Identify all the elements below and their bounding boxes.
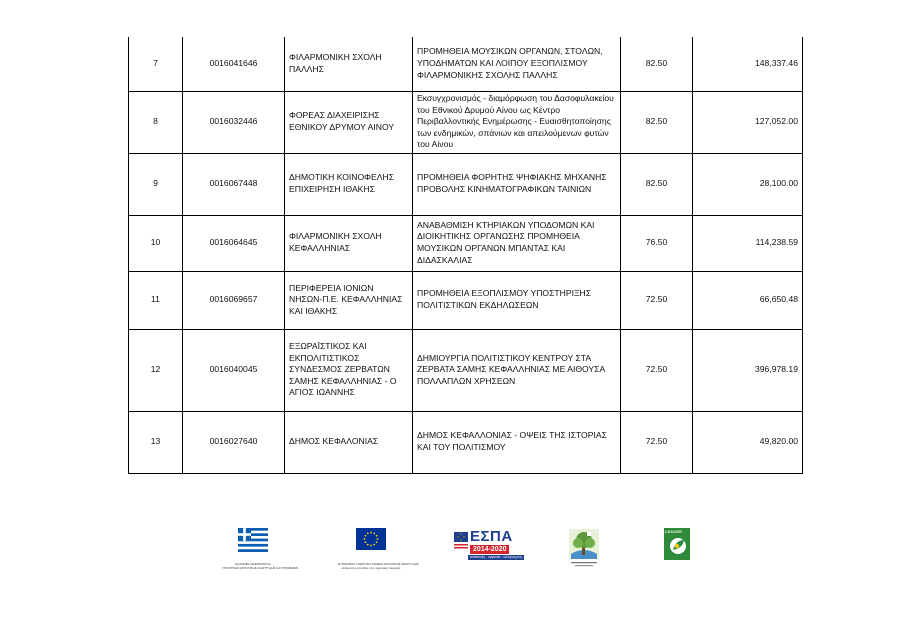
eu-caption-1: ΕΥΡΩΠΑΪΚΟ ΓΕΩΡΓΙΚΟ ΤΑΜΕΙΟ ΑΓΡΟΤΙΚΗΣ ΑΝΑΠΤΥΞΗΣ	[338, 562, 420, 566]
public-expenditure-amount: 66,650.48	[693, 271, 803, 329]
espa-years: 2014-2020	[470, 545, 509, 554]
beneficiary-name: ΦΙΛΑΡΜΟΝΙΚΗ ΣΧΟΛΗ ΚΕΦΑΛΛΗΝΙΑΣ	[285, 215, 413, 271]
row-number: 13	[129, 411, 183, 473]
public-expenditure-amount: 28,100.00	[693, 153, 803, 215]
project-title: ΠΡΟΜΗΘΕΙΑ ΦΟΡΗΤΗΣ ΨΗΦΙΑΚΗΣ ΜΗΧΑΝΗΣ ΠΡΟΒΟΛΗΣ ΚΙΝΗΜΑΤΟΓΡΑΦΙΚΩΝ ΤΑΙΝΙΩΝ	[413, 153, 621, 215]
project-code: 0016032446	[183, 91, 285, 153]
leader-name: LEADER	[665, 530, 683, 534]
beneficiary-name: ΦΙΛΑΡΜΟΝΙΚΗ ΣΧΟΛΗ ΠΑΛΛΗΣ	[285, 37, 413, 91]
row-number: 9	[129, 153, 183, 215]
eu-fund-logo	[338, 528, 420, 570]
score: 82.50	[621, 91, 693, 153]
eu-flag-icon	[338, 528, 404, 558]
public-expenditure-amount: 114,238.59	[693, 215, 803, 271]
leader-logo	[664, 528, 690, 565]
row-number: 12	[129, 329, 183, 411]
project-title: ΑΝΑΒΑΘΜΙΣΗ ΚΤΗΡΙΑΚΩΝ ΥΠΟΔΟΜΩΝ ΚΑΙ ΔΙΟΙΚΗΤΙΚΗΣ ΟΡΓΑΝΩΣΗΣ ΠΡΟΜΗΘΕΙΑ ΜΟΥΣΙΚΩΝ ΟΡΓΑΝΩΝ ΜΠΑΝΤΑΣ ΚΑΙ ΔΙΔΑΣΚΑΛΙΑΣ	[413, 215, 621, 271]
greek-flag-icon	[222, 528, 284, 558]
espa-flag-icon	[454, 532, 468, 552]
table-row	[129, 37, 803, 91]
table-row	[129, 91, 803, 153]
greek-caption-2: ΥΠΟΥΡΓΕΙΟ ΑΓΡΟΤΙΚΗΣ ΑΝΑΠΤΥΞΗΣ ΚΑΙ ΤΡΟΦΙΜΩΝ	[222, 565, 299, 570]
local-action-group-logo	[567, 528, 601, 573]
row-number: 11	[129, 271, 183, 329]
beneficiary-name: ΔΗΜΟΣ ΚΕΦΑΛΟΝΙΑΣ	[285, 411, 413, 473]
score: 72.50	[621, 411, 693, 473]
public-expenditure-amount: 396,978.19	[693, 329, 803, 411]
beneficiary-name: ΔΗΜΟΤΙΚΗ ΚΟΙΝΟΦΕΛΗΣ ΕΠΙΧΕΙΡΗΣΗ ΙΘΑΚΗΣ	[285, 153, 413, 215]
score: 76.50	[621, 215, 693, 271]
project-code: 0016041646	[183, 37, 285, 91]
greek-republic-logo	[222, 528, 299, 570]
project-code: 0016040045	[183, 329, 285, 411]
public-expenditure-amount: 148,337.46	[693, 37, 803, 91]
row-number: 7	[129, 37, 183, 91]
table-row	[129, 329, 803, 411]
project-code: 0016064645	[183, 215, 285, 271]
row-number: 8	[129, 91, 183, 153]
project-title: ΔΗΜΙΟΥΡΓΙΑ ΠΟΛΙΤΙΣΤΙΚΟΥ ΚΕΝΤΡΟΥ ΣΤΑ ΖΕΡΒΑΤΑ ΣΑΜΗΣ ΚΕΦΑΛΛΗΝΙΑΣ ΜΕ ΑΙΘΟΥΣΑ ΠΟΛΛΑΠΛΩΝ ΧΡΗΣΕΩΝ	[413, 329, 621, 411]
score: 72.50	[621, 271, 693, 329]
olive-tree-icon	[567, 528, 601, 568]
beneficiaries-table	[128, 37, 803, 474]
score: 82.50	[621, 153, 693, 215]
project-code: 0016069657	[183, 271, 285, 329]
score: 82.50	[621, 37, 693, 91]
table-row	[129, 271, 803, 329]
score: 72.50	[621, 329, 693, 411]
table-row	[129, 215, 803, 271]
greek-caption-1: ΕΛΛΗΝΙΚΗ ΔΗΜΟΚΡΑΤΙΑ	[235, 562, 271, 566]
project-code: 0016027640	[183, 411, 285, 473]
public-expenditure-amount: 127,052.00	[693, 91, 803, 153]
project-title: ΔΗΜΟΣ ΚΕΦΑΛΛΟΝΙΑΣ - ΟΨΕΙΣ ΤΗΣ ΙΣΤΟΡΙΑΣ ΚΑΙ ΤΟΥ ΠΟΛΙΤΙΣΜΟΥ	[413, 411, 621, 473]
project-title: ΠΡΟΜΗΘΕΙΑ ΕΞΟΠΛΙΣΜΟΥ ΥΠΟΣΤΗΡΙΞΗΣ ΠΟΛΙΤΙΣΤΙΚΩΝ ΕΚΔΗΛΩΣΕΩΝ	[413, 271, 621, 329]
beneficiary-name: ΕΞΩΡΑΪΣΤΙΚΟΣ ΚΑΙ ΕΚΠΟΛΙΤΙΣΤΙΚΟΣ ΣΥΝΔΕΣΜΟΣ ΖΕΡΒΑΤΩΝ ΣΑΜΗΣ ΚΕΦΑΛΛΗΝΙΑΣ - Ο ΑΓΙΟΣ ΙΩΑΝΝΗΣ	[285, 329, 413, 411]
espa-tagline: ανάπτυξη - εργασία - αλληλεγγύη	[470, 555, 522, 559]
beneficiary-name: ΦΟΡΕΑΣ ΔΙΑΧΕΙΡΙΣΗΣ ΕΘΝΙΚΟΥ ΔΡΥΜΟΥ ΑΙΝΟΥ	[285, 91, 413, 153]
project-title: ΠΡΟΜΗΘΕΙΑ ΜΟΥΣΙΚΩΝ ΟΡΓΑΝΩΝ, ΣΤΟΛΩΝ, ΥΠΟΔΗΜΑΤΩΝ ΚΑΙ ΛΟΙΠΟΥ ΕΞΟΠΛΙΣΜΟΥ ΦΙΛΑΡΜΟΝΙΚΗΣ ΣΧΟΛΗΣ ΠΑΛΛΗΣ	[413, 37, 621, 91]
table-row	[129, 153, 803, 215]
eu-caption-2: Η Ευρώπη επενδύει στις αγροτικές περιοχές	[341, 565, 401, 570]
funding-logos	[0, 528, 900, 578]
row-number: 10	[129, 215, 183, 271]
project-code: 0016067448	[183, 153, 285, 215]
table-row	[129, 411, 803, 473]
public-expenditure-amount: 49,820.00	[693, 411, 803, 473]
project-title: Εκσυγχρονισμός - διαμόρφωση του Δασοφυλακείου του Εθνικού Δρυμού Αίνου ως Κέντρο Περιβαλλοντικής Ενημέρωσης - Ευαισθητοποίησης των ενδημικών, σπάνιων και απειλούμενων φυτών του Αίνου	[413, 91, 621, 153]
espa-name: ΕΣΠΑ	[470, 528, 513, 545]
beneficiary-name: ΠΕΡΙΦΕΡΕΙΑ ΙΟΝΙΩΝ ΝΗΣΩΝ-Π.Ε. ΚΕΦΑΛΛΗΝΙΑΣ ΚΑΙ ΙΘΑΚΗΣ	[285, 271, 413, 329]
